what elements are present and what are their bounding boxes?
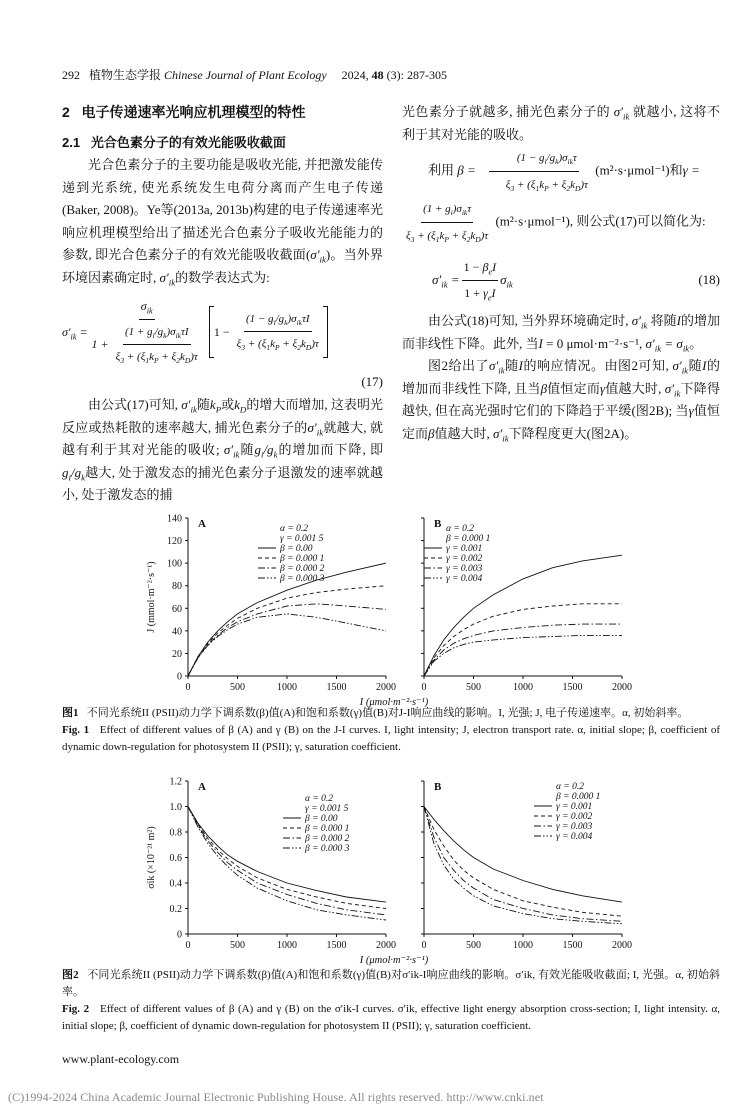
math-gamma: γ (600, 380, 606, 396)
fig2-text-en: Effect of different values of β (A) and γ (B) on the σ′ik-I curves. σ′ik, effective light energy absorption cross-section; I, light intensity. α, initial slope; β, coefficient of dynamic down-regulation for photosystem II (PSII); γ, saturation coefficient. (62, 1003, 720, 1032)
math-sigma-prime: $\sigma'_{ik}$ (493, 425, 509, 444)
y-tick-label: 80 (172, 581, 182, 593)
panel-label: A (198, 781, 206, 793)
right-text: 和 (669, 162, 683, 178)
right-column (402, 101, 720, 445)
math-gi-gk: $g_i/g_k$ (62, 464, 85, 483)
issue-pages: (3): 287-305 (383, 68, 447, 82)
section-heading (62, 101, 383, 124)
right-text: 下降得越快, 但在高光强时它们的下降趋于平缓(图2B); 当 (402, 380, 720, 418)
paragraph-2 (62, 394, 383, 507)
math-beta: β (540, 380, 548, 396)
math-sigma-prime: $\sigma'_{ik}$ (672, 358, 689, 376)
series-line-2 (424, 604, 622, 676)
math-sigma-prime: $\sigma'_{ik}$ (223, 442, 240, 460)
beta-gamma-definition (402, 146, 720, 197)
y-tick-label: 0.6 (169, 853, 182, 864)
right-text: 值恒定而 (547, 380, 601, 396)
legend-label: β = 0.000 2 (305, 834, 350, 844)
x-tick-label: 2000 (376, 682, 396, 693)
year: 2024, (341, 68, 372, 82)
figure-1-panel-a (138, 513, 429, 708)
paragraph-fig2 (402, 355, 720, 445)
panel-label: A (198, 518, 206, 530)
fig2-label-cn: 图2 (62, 969, 79, 981)
legend-header: α = 0.2 (556, 782, 585, 792)
beta-fraction: $\frac{(1 - g_i/g_k)\sigma_{ik}\tau}{\xi_3 + (\xi_1k_P + \xi_2k_D)\tau}$ (478, 146, 590, 197)
section-number: 2 (62, 104, 70, 120)
eq17-number: (17) (361, 373, 383, 389)
right-text: 就越小, 这将不利于其对光能的吸收。 (402, 104, 721, 142)
right-text: 。 (689, 335, 703, 351)
math-gamma-def: γ = (682, 162, 700, 178)
equation-17 (62, 295, 383, 369)
right-text: , 则公式(17)可以简化为: (569, 213, 706, 229)
eq17-main-fraction: $\sigma_{ik}$ 1 + $\frac{(1 + g_i/g_k)\sigma_{ik}\tau I}{\xi_3 + (\xi_1k_P + \xi_2k_D)\tau}$ (90, 295, 204, 369)
y-tick-label: 0.2 (169, 904, 182, 915)
math-sigma-prime: $\sigma'_{ik}$ (181, 397, 197, 415)
legend-header: α = 0.2 (446, 524, 475, 534)
legend-label: β = 0.00 (305, 814, 338, 824)
right-text: 的响应情况。由图2可知, (522, 358, 673, 373)
math-i: I (538, 335, 543, 351)
legend-header: α = 0.2 (305, 794, 334, 804)
x-tick-label: 1000 (513, 682, 533, 693)
x-tick-label: 1000 (277, 682, 297, 693)
y-tick-label: 20 (172, 648, 182, 660)
x-tick-label: 1000 (277, 940, 297, 951)
figure-2-caption (62, 967, 720, 1035)
right-text: 下降程度更大(图2A)。 (508, 425, 638, 441)
series-line-2 (188, 807, 386, 909)
gamma-fraction: $\frac{(1 + g_i)\sigma_{ik}\tau}{\xi_3 + (\xi_1k_P + \xi_2k_D)\tau}$ (404, 197, 490, 248)
x-tick-label: 1500 (562, 940, 583, 951)
series-line-1 (188, 807, 386, 903)
series-line-2 (424, 807, 622, 917)
right-text: 随 (688, 358, 703, 373)
series-line-4 (424, 635, 622, 676)
panel-label: B (434, 781, 442, 793)
legend-label: γ = 0.003 (556, 822, 593, 832)
x-axis-title: I (μmol·m⁻²·s⁻¹) (359, 955, 429, 966)
legend-label: γ = 0.001 (556, 802, 593, 812)
fig1-text-en: Effect of different values of β (A) and γ (B) on the J-I curves. I, light intensity; J, electron transport rate. α, initial slope; β, coefficient of dynamic down-regulation for photosystem II (PSII); γ, saturation coefficient. (62, 724, 721, 753)
figure-1-caption (62, 705, 720, 756)
figure-1-caption-en (62, 722, 720, 756)
y-tick-label: 100 (167, 558, 182, 570)
right-text: 由公式(18)可知, 当外界环境确定时, (428, 313, 632, 328)
math-beta-def: β = (457, 162, 476, 178)
right-text: 值恒定而 (402, 403, 720, 441)
math-i: I (518, 358, 523, 373)
x-tick-label: 2000 (612, 682, 632, 693)
right-text: 利用 (428, 162, 455, 178)
eq18-sigma: $\sigma_{ik}$ (500, 271, 513, 290)
math-kd: $k_D$ (234, 397, 247, 415)
para1-text-3: 的数学表达式为: (175, 269, 270, 285)
math-i: I (676, 313, 681, 328)
para2-text: 或 (221, 397, 235, 412)
y-tick-label: 0.8 (169, 827, 182, 839)
fig2-text-cn: 不同光系统II (PSII)动力学下调系数(β)值(A)和饱和系数(γ)值(B)对σ′ik-I响应曲线的影响。σ′ik, 有效光能吸收截面; I, 光强。α, 初始斜率。 (62, 969, 720, 998)
para1-text-1: 光合色素分子的主要功能是吸收光能, 并把激发能传递到光系统, 使光系统发生电荷分离而产生电子传递(Baker, 2008)。Ye等(2013a, 2013b)构建的电子传递速率光响应机理模型给出了描述光合色素分子吸收光能能力的参数, 即光合色素分子的有效光能吸收截面( (62, 157, 383, 262)
x-tick-label: 0 (421, 682, 427, 693)
x-axis-title: I (μmol·m⁻²·s⁻¹) (359, 697, 429, 708)
eq18-number: (18) (698, 271, 720, 287)
legend-header: γ = 0.001 5 (305, 804, 349, 814)
para2-text: 的增加而下降, 即 (277, 442, 383, 457)
figure-2-caption-cn (62, 967, 720, 1001)
right-text: = 0 μmol·m⁻²·s⁻¹, (542, 335, 646, 351)
journal-name-en: Chinese Journal of Plant Ecology (164, 68, 327, 82)
x-tick-label: 0 (185, 682, 191, 693)
legend-label: γ = 0.004 (556, 832, 593, 842)
series-line-3 (424, 624, 622, 676)
legend-label: β = 0.00 (280, 544, 313, 554)
math-gamma: γ (688, 403, 694, 418)
y-tick-label: 140 (167, 513, 182, 525)
paragraph-1 (62, 154, 383, 289)
legend-label: γ = 0.004 (446, 574, 483, 584)
para2-text: 随 (196, 397, 210, 412)
legend-label: β = 0.000 1 (280, 554, 325, 564)
math-i: I (702, 358, 707, 373)
x-tick-label: 0 (185, 940, 191, 951)
running-header (62, 66, 447, 83)
y-tick-label: 1.0 (169, 802, 182, 813)
para2-text: 随 (239, 442, 255, 457)
x-tick-label: 500 (230, 682, 245, 693)
y-axis-title: J (mmol·m⁻²·s⁻¹) (146, 561, 157, 633)
math-sigma-prime: $\sigma'_{ik}$ (613, 104, 630, 122)
subsection-title: 光合色素分子的有效光能吸收截面 (90, 134, 286, 150)
math-sigma-prime: $\sigma'_{ik}$ (310, 247, 326, 265)
legend-label: γ = 0.003 (446, 564, 483, 574)
y-tick-label: 0 (177, 671, 182, 683)
eq17-lhs: $\sigma'_{ik}$ = (62, 324, 88, 341)
journal-name-cn: 植物生态学报 (89, 68, 162, 82)
legend-label: β = 0.000 2 (280, 564, 325, 574)
figure-2-panel-a (138, 773, 429, 967)
left-column (62, 101, 383, 507)
x-tick-label: 1500 (562, 682, 583, 693)
right-text: 随 (504, 358, 519, 373)
y-axis-title: σik (×10⁻²¹ m²) (146, 826, 157, 889)
y-tick-label: 120 (167, 536, 182, 548)
y-tick-label: 0.4 (169, 878, 182, 890)
fig2-label-en: Fig. 2 (62, 1003, 90, 1015)
right-text: 的增加而非线性下降。此外, 当 (402, 313, 720, 351)
para2-text: 就越大, 就越有利于其对光能的吸收; (62, 419, 383, 457)
right-text: 值越大时, (605, 380, 665, 396)
y-tick-label: 1.2 (169, 776, 182, 788)
section-title: 电子传递速率光响应机理模型的特性 (81, 104, 306, 120)
series-line-3 (188, 604, 386, 676)
figure-2-panel-b (404, 773, 634, 967)
eq18-lhs: $\sigma'_{ik}$ = (432, 271, 460, 290)
x-tick-label: 2000 (376, 940, 396, 951)
math-sigma-prime: $\sigma'_{ik}$ (631, 313, 648, 331)
x-tick-label: 2000 (612, 940, 632, 951)
series-line-4 (188, 807, 386, 921)
math-sigma-prime: $\sigma'_{ik}$ (489, 358, 505, 376)
equation-18 (402, 256, 720, 304)
right-text: 值越大时, (434, 425, 494, 441)
cnki-copyright-bar[interactable]: (C)1994-2024 China Academic Journal Electronic Publishing House. All rights reserved. http://www.cnki.net (8, 1090, 544, 1104)
panel-label: B (434, 518, 442, 530)
fig1-label-en: Fig. 1 (62, 724, 90, 736)
math-sigma-prime: $\sigma'_{ik}$ (307, 419, 324, 438)
right-text: 光色素分子就越多, 捕光色素分子的 (402, 104, 611, 119)
figure-1-panel-b (404, 513, 634, 705)
x-tick-label: 500 (230, 940, 245, 951)
legend-label: β = 0.000 3 (280, 574, 325, 584)
x-tick-label: 1500 (326, 940, 347, 951)
right-text: 将随 (650, 313, 677, 328)
journal-website[interactable]: www.plant-ecology.com (62, 1052, 180, 1066)
math-gi-gk: $g_i/g_k$ (254, 442, 278, 460)
legend-label: γ = 0.001 (446, 544, 483, 554)
legend-label: β = 0.000 3 (305, 844, 350, 854)
legend-header: β = 0.000 1 (446, 534, 491, 544)
subsection-heading (62, 132, 383, 155)
unit-text: (m²·s·μmol⁻¹) (595, 162, 670, 178)
fig1-label-cn: 图1 (62, 707, 79, 719)
para2-text: 的增大而增加, 这表明光反应或热耗散的速率越大, 捕光色素分子的 (62, 397, 383, 435)
series-line-1 (424, 807, 622, 903)
gamma-definition (402, 197, 720, 248)
math-kp: $k_P$ (209, 397, 222, 415)
x-tick-label: 0 (421, 940, 427, 951)
math-sigma-prime: $\sigma'_{ik}$ (664, 380, 681, 399)
series-line-4 (424, 807, 622, 924)
eq17-bracket: 1 − $\frac{(1 - g_i/g_k)\sigma_{ik}\tau I}{\xi_3 + (\xi_1k_P + \xi_2k_D)\tau}$ (209, 306, 328, 358)
unit-text: (m²·s·μmol⁻¹) (495, 213, 570, 229)
series-line-3 (424, 807, 622, 922)
legend-header: γ = 0.001 5 (280, 534, 324, 544)
math-beta: β (428, 425, 435, 441)
math-sigma-eq: $\sigma'_{ik} = \sigma_{ik}$ (645, 335, 690, 354)
fig1-text-cn: 不同光系统II (PSII)动力学下调系数(β)值(A)和饱和系数(γ)值(B)对J-I响应曲线的影响。I, 光强; J, 电子传递速率。α, 初始斜率。 (86, 707, 689, 719)
volume: 48 (371, 68, 384, 82)
x-tick-label: 500 (466, 940, 481, 951)
legend-label: β = 0.000 1 (305, 824, 350, 834)
para2-text: 由公式(17)可知, (88, 397, 182, 412)
series-line-4 (188, 614, 386, 676)
legend-label: γ = 0.002 (446, 554, 483, 564)
math-sigma-prime: $\sigma'_{ik}$ (159, 269, 176, 288)
y-tick-label: 40 (172, 626, 182, 638)
right-text: 的增加而非线性下降, 且当 (402, 358, 720, 396)
eq18-fraction: $\frac{1 - \beta_eI}{1 + \gamma_eI}$ (462, 256, 498, 304)
x-tick-label: 500 (466, 682, 481, 693)
para1-text-2: )。当外界环境因素确定时, (62, 247, 383, 285)
subsection-number: 2.1 (62, 134, 81, 150)
legend-header: α = 0.2 (280, 524, 309, 534)
paragraph-eq18 (402, 310, 720, 355)
figure-2-caption-en (62, 1001, 720, 1035)
figure-1-caption-cn (62, 705, 720, 722)
y-tick-label: 0 (177, 929, 182, 941)
x-tick-label: 1500 (326, 682, 347, 693)
page-number: 292 (62, 68, 80, 82)
right-paragraph-continued (402, 101, 720, 146)
para2-text: 越大, 处于激发态的捕光色素分子退激发的速率就越小, 处于激发态的捕 (62, 464, 383, 502)
legend-label: γ = 0.002 (556, 812, 593, 822)
legend-header: β = 0.000 1 (556, 792, 601, 802)
x-tick-label: 1000 (513, 940, 533, 951)
y-tick-label: 60 (172, 603, 182, 615)
right-text: 图2给出了 (428, 358, 489, 373)
